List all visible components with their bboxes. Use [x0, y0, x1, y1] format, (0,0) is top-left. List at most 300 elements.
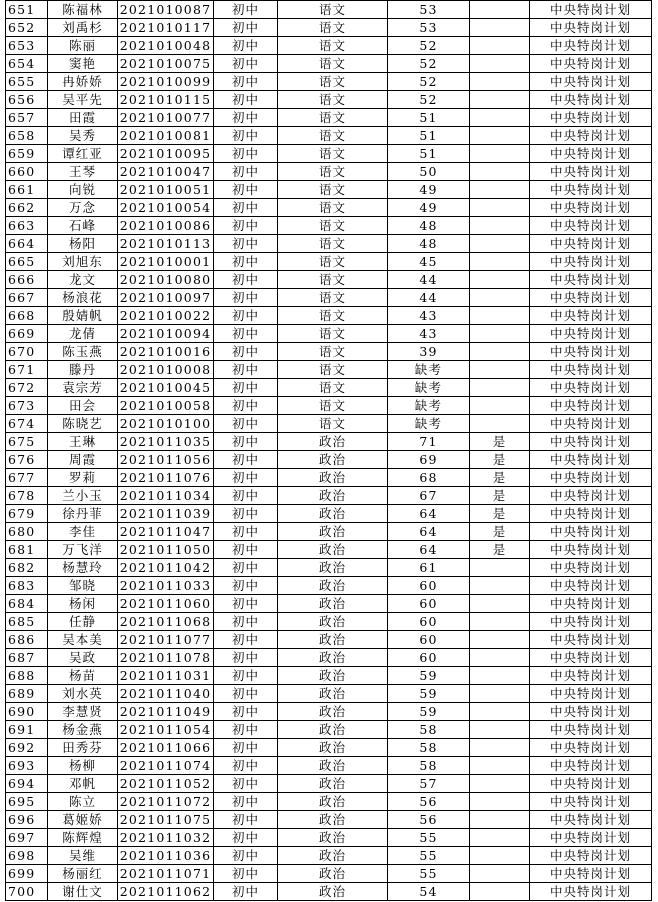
school-level-cell: 初中 [214, 649, 278, 667]
subject-cell: 语文 [278, 235, 388, 253]
program-name-cell: 中央特岗计划 [530, 415, 652, 433]
exam-id-cell: 2021011078 [118, 649, 214, 667]
subject-cell: 语文 [278, 109, 388, 127]
score-cell: 60 [388, 595, 470, 613]
subject-cell: 语文 [278, 19, 388, 37]
score-cell: 缺考 [388, 397, 470, 415]
program-name-cell: 中央特岗计划 [530, 811, 652, 829]
row-number-cell: 697 [6, 829, 48, 847]
table-row [6, 109, 652, 127]
exam-id-cell: 2021011060 [118, 595, 214, 613]
interview-flag-cell [470, 37, 530, 55]
subject-cell: 政治 [278, 577, 388, 595]
exam-id-cell: 2021010001 [118, 253, 214, 271]
school-level-cell: 初中 [214, 829, 278, 847]
table-row [6, 397, 652, 415]
subject-cell: 政治 [278, 865, 388, 883]
score-cell: 53 [388, 19, 470, 37]
score-cell: 52 [388, 73, 470, 91]
table-row [6, 361, 652, 379]
school-level-cell: 初中 [214, 217, 278, 235]
school-level-cell: 初中 [214, 667, 278, 685]
score-cell: 67 [388, 487, 470, 505]
table-row [6, 523, 652, 541]
table-row [6, 505, 652, 523]
subject-cell: 政治 [278, 739, 388, 757]
score-cell: 48 [388, 217, 470, 235]
table-row [6, 487, 652, 505]
school-level-cell: 初中 [214, 685, 278, 703]
candidate-name-cell: 罗莉 [48, 469, 118, 487]
interview-flag-cell [470, 649, 530, 667]
school-level-cell: 初中 [214, 541, 278, 559]
program-name-cell: 中央特岗计划 [530, 577, 652, 595]
school-level-cell: 初中 [214, 523, 278, 541]
table-row [6, 865, 652, 883]
exam-id-cell: 2021010048 [118, 37, 214, 55]
table-row [6, 775, 652, 793]
school-level-cell: 初中 [214, 595, 278, 613]
interview-flag-cell: 是 [470, 523, 530, 541]
exam-id-cell: 2021011074 [118, 757, 214, 775]
interview-flag-cell [470, 235, 530, 253]
subject-cell: 语文 [278, 253, 388, 271]
candidate-name-cell: 杨阳 [48, 235, 118, 253]
subject-cell: 语文 [278, 343, 388, 361]
exam-id-cell: 2021011039 [118, 505, 214, 523]
candidate-name-cell: 杨苗 [48, 667, 118, 685]
row-number-cell: 689 [6, 685, 48, 703]
row-number-cell: 653 [6, 37, 48, 55]
program-name-cell: 中央特岗计划 [530, 451, 652, 469]
interview-flag-cell [470, 199, 530, 217]
exam-id-cell: 2021010016 [118, 343, 214, 361]
candidate-name-cell: 刘禹杉 [48, 19, 118, 37]
exam-id-cell: 2021011034 [118, 487, 214, 505]
row-number-cell: 681 [6, 541, 48, 559]
program-name-cell: 中央特岗计划 [530, 289, 652, 307]
interview-flag-cell [470, 757, 530, 775]
exam-id-cell: 2021011077 [118, 631, 214, 649]
program-name-cell: 中央特岗计划 [530, 361, 652, 379]
exam-id-cell: 2021011040 [118, 685, 214, 703]
interview-flag-cell [470, 361, 530, 379]
candidate-name-cell: 殷婧帆 [48, 307, 118, 325]
table-row [6, 307, 652, 325]
exam-id-cell: 2021011066 [118, 739, 214, 757]
program-name-cell: 中央特岗计划 [530, 541, 652, 559]
score-cell: 51 [388, 109, 470, 127]
program-name-cell: 中央特岗计划 [530, 793, 652, 811]
interview-flag-cell [470, 325, 530, 343]
row-number-cell: 658 [6, 127, 48, 145]
interview-flag-cell [470, 631, 530, 649]
exam-id-cell: 2021011075 [118, 811, 214, 829]
exam-id-cell: 2021011035 [118, 433, 214, 451]
exam-id-cell: 2021010113 [118, 235, 214, 253]
row-number-cell: 673 [6, 397, 48, 415]
exam-id-cell: 2021010086 [118, 217, 214, 235]
table-row [6, 811, 652, 829]
interview-flag-cell [470, 721, 530, 739]
interview-flag-cell [470, 739, 530, 757]
row-number-cell: 678 [6, 487, 48, 505]
candidate-name-cell: 袁宗芳 [48, 379, 118, 397]
table-row [6, 145, 652, 163]
program-name-cell: 中央特岗计划 [530, 757, 652, 775]
row-number-cell: 668 [6, 307, 48, 325]
score-cell: 56 [388, 811, 470, 829]
score-cell: 49 [388, 181, 470, 199]
candidate-name-cell: 陈立 [48, 793, 118, 811]
row-number-cell: 692 [6, 739, 48, 757]
table-row [6, 235, 652, 253]
program-name-cell: 中央特岗计划 [530, 721, 652, 739]
candidate-name-cell: 石峰 [48, 217, 118, 235]
candidate-name-cell: 谢仕文 [48, 883, 118, 901]
subject-cell: 政治 [278, 847, 388, 865]
subject-cell: 政治 [278, 793, 388, 811]
table-row [6, 55, 652, 73]
interview-flag-cell [470, 109, 530, 127]
score-cell: 64 [388, 541, 470, 559]
interview-flag-cell [470, 163, 530, 181]
candidate-name-cell: 吴本美 [48, 631, 118, 649]
row-number-cell: 664 [6, 235, 48, 253]
school-level-cell: 初中 [214, 721, 278, 739]
table-row [6, 631, 652, 649]
subject-cell: 语文 [278, 73, 388, 91]
school-level-cell: 初中 [214, 361, 278, 379]
row-number-cell: 693 [6, 757, 48, 775]
candidate-name-cell: 吴秀 [48, 127, 118, 145]
subject-cell: 政治 [278, 595, 388, 613]
table-row [6, 649, 652, 667]
score-cell: 60 [388, 631, 470, 649]
exam-id-cell: 2021010051 [118, 181, 214, 199]
subject-cell: 政治 [278, 613, 388, 631]
school-level-cell: 初中 [214, 289, 278, 307]
exam-id-cell: 2021010008 [118, 361, 214, 379]
subject-cell: 语文 [278, 325, 388, 343]
table-row [6, 847, 652, 865]
interview-flag-cell [470, 379, 530, 397]
subject-cell: 语文 [278, 181, 388, 199]
exam-id-cell: 2021010081 [118, 127, 214, 145]
candidate-name-cell: 葛姬娇 [48, 811, 118, 829]
candidate-name-cell: 杨闲 [48, 595, 118, 613]
school-level-cell: 初中 [214, 325, 278, 343]
subject-cell: 语文 [278, 415, 388, 433]
score-cell: 43 [388, 307, 470, 325]
candidate-name-cell: 刘旭东 [48, 253, 118, 271]
row-number-cell: 688 [6, 667, 48, 685]
candidate-name-cell: 陈福林 [48, 1, 118, 19]
candidate-name-cell: 杨浪花 [48, 289, 118, 307]
score-cell: 58 [388, 757, 470, 775]
program-name-cell: 中央特岗计划 [530, 217, 652, 235]
subject-cell: 语文 [278, 145, 388, 163]
candidate-name-cell: 刘水英 [48, 685, 118, 703]
subject-cell: 政治 [278, 757, 388, 775]
table-row [6, 721, 652, 739]
school-level-cell: 初中 [214, 199, 278, 217]
score-cell: 52 [388, 55, 470, 73]
exam-id-cell: 2021010115 [118, 91, 214, 109]
score-cell: 55 [388, 865, 470, 883]
program-name-cell: 中央特岗计划 [530, 667, 652, 685]
score-cell: 55 [388, 847, 470, 865]
program-name-cell: 中央特岗计划 [530, 325, 652, 343]
school-level-cell: 初中 [214, 775, 278, 793]
candidate-name-cell: 万念 [48, 199, 118, 217]
program-name-cell: 中央特岗计划 [530, 109, 652, 127]
interview-flag-cell: 是 [470, 487, 530, 505]
school-level-cell: 初中 [214, 55, 278, 73]
score-cell: 58 [388, 721, 470, 739]
school-level-cell: 初中 [214, 631, 278, 649]
score-cell: 59 [388, 703, 470, 721]
candidate-name-cell: 谭红亚 [48, 145, 118, 163]
interview-flag-cell [470, 91, 530, 109]
row-number-cell: 679 [6, 505, 48, 523]
score-cell: 64 [388, 523, 470, 541]
subject-cell: 语文 [278, 361, 388, 379]
table-row [6, 685, 652, 703]
interview-flag-cell [470, 847, 530, 865]
school-level-cell: 初中 [214, 703, 278, 721]
school-level-cell: 初中 [214, 883, 278, 901]
table-row [6, 379, 652, 397]
row-number-cell: 684 [6, 595, 48, 613]
program-name-cell: 中央特岗计划 [530, 73, 652, 91]
candidate-name-cell: 周霞 [48, 451, 118, 469]
candidate-name-cell: 王琴 [48, 163, 118, 181]
candidate-name-cell: 杨柳 [48, 757, 118, 775]
subject-cell: 政治 [278, 775, 388, 793]
exam-id-cell: 2021010087 [118, 1, 214, 19]
table-row [6, 271, 652, 289]
school-level-cell: 初中 [214, 739, 278, 757]
program-name-cell: 中央特岗计划 [530, 343, 652, 361]
candidate-name-cell: 吴平先 [48, 91, 118, 109]
row-number-cell: 680 [6, 523, 48, 541]
interview-flag-cell [470, 811, 530, 829]
candidate-name-cell: 陈玉燕 [48, 343, 118, 361]
row-number-cell: 696 [6, 811, 48, 829]
table-row [6, 469, 652, 487]
candidate-name-cell: 杨丽红 [48, 865, 118, 883]
table-row [6, 883, 652, 901]
school-level-cell: 初中 [214, 145, 278, 163]
row-number-cell: 690 [6, 703, 48, 721]
candidate-name-cell: 王琳 [48, 433, 118, 451]
interview-flag-cell [470, 181, 530, 199]
subject-cell: 语文 [278, 271, 388, 289]
school-level-cell: 初中 [214, 73, 278, 91]
table-row [6, 91, 652, 109]
program-name-cell: 中央特岗计划 [530, 523, 652, 541]
school-level-cell: 初中 [214, 811, 278, 829]
school-level-cell: 初中 [214, 847, 278, 865]
school-level-cell: 初中 [214, 181, 278, 199]
candidate-name-cell: 邓帆 [48, 775, 118, 793]
exam-id-cell: 2021011072 [118, 793, 214, 811]
exam-id-cell: 2021010094 [118, 325, 214, 343]
program-name-cell: 中央特岗计划 [530, 397, 652, 415]
program-name-cell: 中央特岗计划 [530, 883, 652, 901]
candidate-name-cell: 兰小玉 [48, 487, 118, 505]
score-cell: 60 [388, 577, 470, 595]
table-row [6, 559, 652, 577]
exam-id-cell: 2021010045 [118, 379, 214, 397]
exam-id-cell: 2021010075 [118, 55, 214, 73]
table-row [6, 19, 652, 37]
school-level-cell: 初中 [214, 271, 278, 289]
school-level-cell: 初中 [214, 415, 278, 433]
interview-flag-cell [470, 415, 530, 433]
exam-id-cell: 2021010080 [118, 271, 214, 289]
school-level-cell: 初中 [214, 19, 278, 37]
score-cell: 43 [388, 325, 470, 343]
table-row [6, 703, 652, 721]
score-cell: 39 [388, 343, 470, 361]
row-number-cell: 685 [6, 613, 48, 631]
interview-flag-cell [470, 613, 530, 631]
score-cell: 60 [388, 613, 470, 631]
subject-cell: 语文 [278, 199, 388, 217]
exam-id-cell: 2021011052 [118, 775, 214, 793]
interview-flag-cell [470, 397, 530, 415]
candidate-name-cell: 徐丹菲 [48, 505, 118, 523]
program-name-cell: 中央特岗计划 [530, 649, 652, 667]
row-number-cell: 661 [6, 181, 48, 199]
table-row [6, 289, 652, 307]
interview-flag-cell [470, 127, 530, 145]
subject-cell: 语文 [278, 127, 388, 145]
interview-flag-cell [470, 775, 530, 793]
table-row [6, 595, 652, 613]
program-name-cell: 中央特岗计划 [530, 271, 652, 289]
candidate-name-cell: 杨慧玲 [48, 559, 118, 577]
exam-id-cell: 2021011050 [118, 541, 214, 559]
candidate-name-cell: 龙倩 [48, 325, 118, 343]
row-number-cell: 691 [6, 721, 48, 739]
subject-cell: 语文 [278, 379, 388, 397]
subject-cell: 语文 [278, 289, 388, 307]
subject-cell: 政治 [278, 721, 388, 739]
candidate-name-cell: 李佳 [48, 523, 118, 541]
table-row [6, 325, 652, 343]
subject-cell: 政治 [278, 631, 388, 649]
subject-cell: 语文 [278, 55, 388, 73]
interview-flag-cell [470, 55, 530, 73]
exam-id-cell: 2021011033 [118, 577, 214, 595]
subject-cell: 政治 [278, 685, 388, 703]
program-name-cell: 中央特岗计划 [530, 829, 652, 847]
subject-cell: 语文 [278, 91, 388, 109]
table-row [6, 127, 652, 145]
exam-id-cell: 2021011071 [118, 865, 214, 883]
table-row [6, 739, 652, 757]
interview-flag-cell [470, 73, 530, 91]
score-cell: 69 [388, 451, 470, 469]
table-row [6, 757, 652, 775]
exam-id-cell: 2021011054 [118, 721, 214, 739]
score-cell: 缺考 [388, 361, 470, 379]
subject-cell: 政治 [278, 451, 388, 469]
interview-flag-cell [470, 559, 530, 577]
table-row [6, 829, 652, 847]
program-name-cell: 中央特岗计划 [530, 145, 652, 163]
interview-flag-cell [470, 1, 530, 19]
subject-cell: 政治 [278, 469, 388, 487]
row-number-cell: 670 [6, 343, 48, 361]
row-number-cell: 662 [6, 199, 48, 217]
interview-flag-cell: 是 [470, 541, 530, 559]
table-row [6, 217, 652, 235]
interview-flag-cell [470, 253, 530, 271]
row-number-cell: 652 [6, 19, 48, 37]
subject-cell: 政治 [278, 433, 388, 451]
program-name-cell: 中央特岗计划 [530, 199, 652, 217]
school-level-cell: 初中 [214, 109, 278, 127]
program-name-cell: 中央特岗计划 [530, 253, 652, 271]
row-number-cell: 700 [6, 883, 48, 901]
row-number-cell: 656 [6, 91, 48, 109]
exam-id-cell: 2021010100 [118, 415, 214, 433]
score-cell: 52 [388, 37, 470, 55]
school-level-cell: 初中 [214, 559, 278, 577]
program-name-cell: 中央特岗计划 [530, 865, 652, 883]
program-name-cell: 中央特岗计划 [530, 595, 652, 613]
candidate-name-cell: 陈丽 [48, 37, 118, 55]
interview-flag-cell: 是 [470, 451, 530, 469]
interview-flag-cell [470, 289, 530, 307]
school-level-cell: 初中 [214, 37, 278, 55]
exam-id-cell: 2021010047 [118, 163, 214, 181]
school-level-cell: 初中 [214, 487, 278, 505]
score-cell: 56 [388, 793, 470, 811]
exam-id-cell: 2021010054 [118, 199, 214, 217]
exam-id-cell: 2021010022 [118, 307, 214, 325]
row-number-cell: 695 [6, 793, 48, 811]
program-name-cell: 中央特岗计划 [530, 19, 652, 37]
program-name-cell: 中央特岗计划 [530, 1, 652, 19]
exam-id-cell: 2021010077 [118, 109, 214, 127]
exam-id-cell: 2021010095 [118, 145, 214, 163]
school-level-cell: 初中 [214, 253, 278, 271]
subject-cell: 政治 [278, 505, 388, 523]
school-level-cell: 初中 [214, 307, 278, 325]
exam-id-cell: 2021011036 [118, 847, 214, 865]
program-name-cell: 中央特岗计划 [530, 631, 652, 649]
score-cell: 59 [388, 667, 470, 685]
subject-cell: 语文 [278, 37, 388, 55]
candidate-name-cell: 吴政 [48, 649, 118, 667]
score-cell: 50 [388, 163, 470, 181]
candidate-name-cell: 冉娇娇 [48, 73, 118, 91]
exam-id-cell: 2021011062 [118, 883, 214, 901]
row-number-cell: 699 [6, 865, 48, 883]
program-name-cell: 中央特岗计划 [530, 559, 652, 577]
school-level-cell: 初中 [214, 865, 278, 883]
exam-id-cell: 2021010058 [118, 397, 214, 415]
program-name-cell: 中央特岗计划 [530, 433, 652, 451]
row-number-cell: 671 [6, 361, 48, 379]
subject-cell: 政治 [278, 487, 388, 505]
school-level-cell: 初中 [214, 127, 278, 145]
